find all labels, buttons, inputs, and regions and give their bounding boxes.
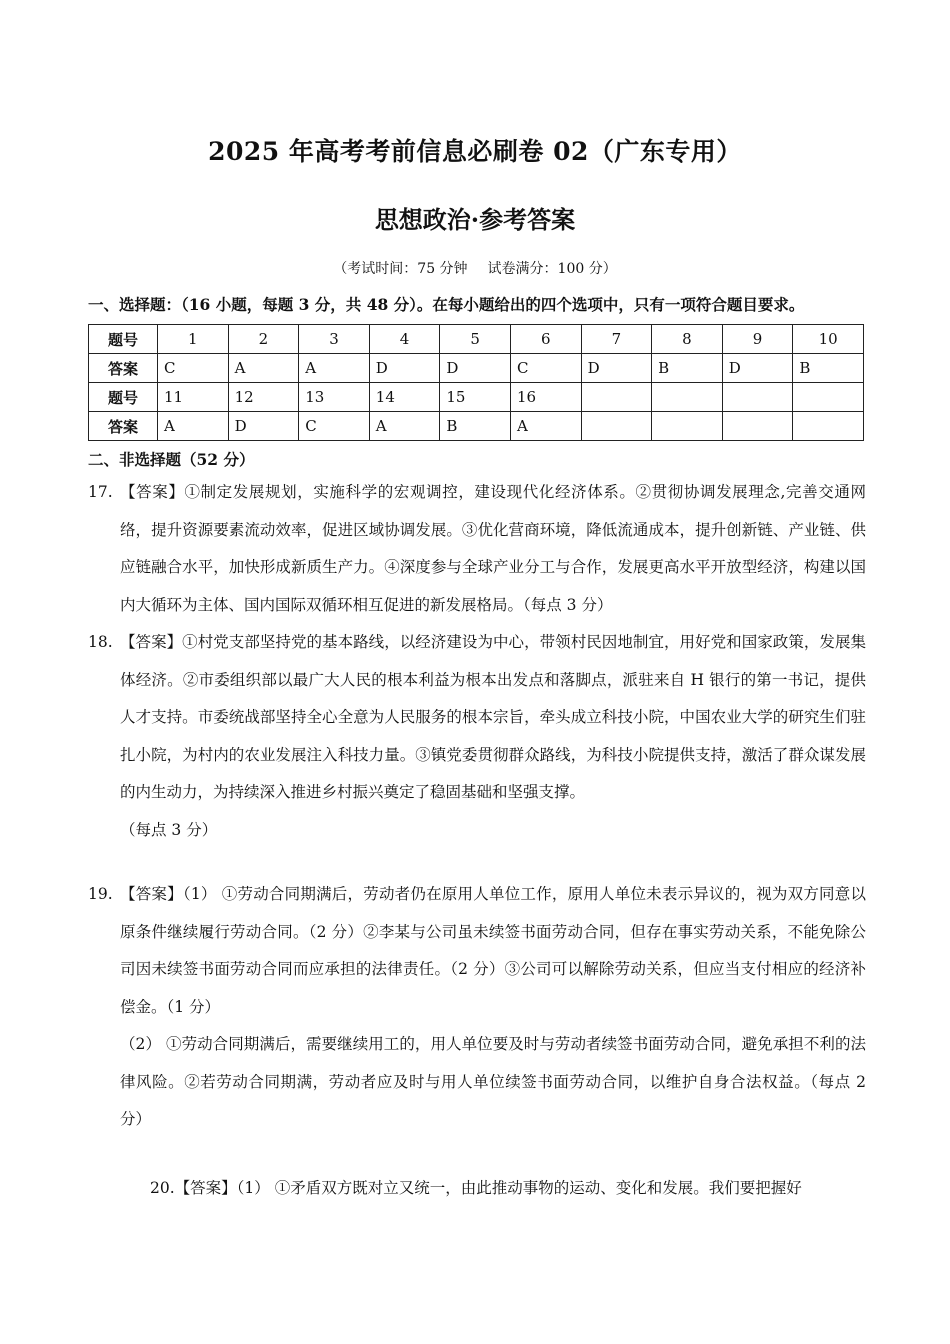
table-cell: 7 xyxy=(581,325,652,354)
full-score: 试卷满分：100 分） xyxy=(487,261,617,277)
table-cell: 16 xyxy=(510,383,581,412)
table-cell: 14 xyxy=(369,383,440,412)
question-number: 20. xyxy=(150,1179,175,1197)
table-cell: 5 xyxy=(440,325,511,354)
table-cell xyxy=(722,383,793,412)
table-cell: D xyxy=(369,354,440,383)
table-cell: C xyxy=(158,354,229,383)
table-row xyxy=(89,383,864,412)
question-number: 19. xyxy=(88,885,113,903)
page-subtitle: 思想政治·参考答案 xyxy=(374,205,576,234)
table-cell: 1 xyxy=(158,325,229,354)
table-cell: A xyxy=(158,412,229,441)
table-row xyxy=(89,354,864,383)
row-label-answer: 答案 xyxy=(89,412,158,441)
table-cell: B xyxy=(793,354,864,383)
question-19 xyxy=(88,876,866,1026)
table-cell: B xyxy=(652,354,723,383)
table-cell xyxy=(793,383,864,412)
answer-table xyxy=(88,324,864,441)
table-cell: 10 xyxy=(793,325,864,354)
exam-meta xyxy=(0,258,950,278)
row-label-number: 题号 xyxy=(89,383,158,412)
exam-time: （考试时间：75 分钟 xyxy=(333,261,468,277)
section-1-heading: 一、选择题：（16 小题，每题 3 分，共 48 分）。在每小题给出的四个选项中，只有一项符合题目要求。 xyxy=(88,295,805,314)
answer-text: 【答案】（1） ①劳动合同期满后，劳动者仍在原用人单位工作，原用人单位未表示异议的，视为双方同意以原条件继续履行劳动合同。（2 分）②李某与公司虽未续签书面劳动合同，但存在事实劳动关系，不能免除公司因未续签书面劳动合同而应承担的法律责任。（2 分）③公司可以解除劳动关系，但应当支付相应的经济补偿金。（1 分） xyxy=(120,885,866,1016)
table-cell: 15 xyxy=(440,383,511,412)
row-label-answer: 答案 xyxy=(89,354,158,383)
table-cell: 12 xyxy=(228,383,299,412)
question-number: 18. xyxy=(88,633,113,651)
question-19-part-2 xyxy=(120,1026,866,1139)
table-cell: 6 xyxy=(510,325,581,354)
table-cell: D xyxy=(228,412,299,441)
table-cell xyxy=(581,412,652,441)
table-cell: C xyxy=(510,354,581,383)
table-cell: A xyxy=(510,412,581,441)
table-cell: 9 xyxy=(722,325,793,354)
table-cell: D xyxy=(440,354,511,383)
row-label-number: 题号 xyxy=(89,325,158,354)
table-cell: 8 xyxy=(652,325,723,354)
table-cell: 2 xyxy=(228,325,299,354)
answer-text xyxy=(120,624,866,849)
table-cell: 3 xyxy=(299,325,370,354)
table-row xyxy=(89,325,864,354)
table-cell xyxy=(652,383,723,412)
table-cell: A xyxy=(369,412,440,441)
table-cell: 13 xyxy=(299,383,370,412)
question-17 xyxy=(88,474,866,624)
table-cell: C xyxy=(299,412,370,441)
question-20 xyxy=(150,1170,866,1208)
table-cell: D xyxy=(722,354,793,383)
table-cell: 11 xyxy=(158,383,229,412)
table-cell xyxy=(652,412,723,441)
table-cell: A xyxy=(299,354,370,383)
table-cell xyxy=(581,383,652,412)
table-cell: A xyxy=(228,354,299,383)
table-cell xyxy=(722,412,793,441)
table-cell: D xyxy=(581,354,652,383)
answer-text: 【答案】（1） ①矛盾双方既对立又统一，由此推动事物的运动、变化和发展。我们要把握好 xyxy=(174,1179,802,1197)
answer-text: 【答案】①制定发展规划，实施科学的宏观调控，建设现代化经济体系。②贯彻协调发展理念,完善交通网络，提升资源要素流动效率，促进区域协调发展。③优化营商环境，降低流通成本，提升创新链、产业链、供应链融合水平，加快形成新质生产力。④深度参与全球产业分工与合作，发展更高水平开放型经济，构建以国内大循环为主体、国内国际双循环相互促进的新发展格局。（每点 3 分） xyxy=(120,483,866,614)
question-18 xyxy=(88,624,866,849)
page-title: 2025 年高考考前信息必刷卷 02（广东专用） xyxy=(208,137,742,166)
table-cell xyxy=(793,412,864,441)
table-cell: 4 xyxy=(369,325,440,354)
section-2-heading: 二、非选择题（52 分） xyxy=(88,450,255,469)
answer-text: （2） ①劳动合同期满后，需要继续用工的，用人单位要及时与劳动者续签书面劳动合同，避免承担不利的法律风险。②若劳动合同期满，劳动者应及时与用人单位续签书面劳动合同，以维护自身合法权益。（每点 2 分） xyxy=(120,1035,866,1128)
score-note: （每点 3 分） xyxy=(120,820,218,839)
answer-body: 【答案】①村党支部坚持党的基本路线，以经济建设为中心，带领村民因地制宜，用好党和国家政策，发展集体经济。②市委组织部以最广大人民的根本利益为根本出发点和落脚点，派驻来自 H 银行的第一书记，提供人才支持。市委统战部坚持全心全意为人民服务的根本宗旨，牵头成立科技小院，中国农业大学的研究生们驻扎小院，为村内的农业发展注入科技力量。③镇党委贯彻群众路线，为科技小院提供支持，激活了群众谋发展的内生动力，为持续深入推进乡村振兴奠定了稳固基础和坚强支撑。 xyxy=(120,633,866,801)
table-cell: B xyxy=(440,412,511,441)
table-row xyxy=(89,412,864,441)
question-number: 17. xyxy=(88,483,113,501)
